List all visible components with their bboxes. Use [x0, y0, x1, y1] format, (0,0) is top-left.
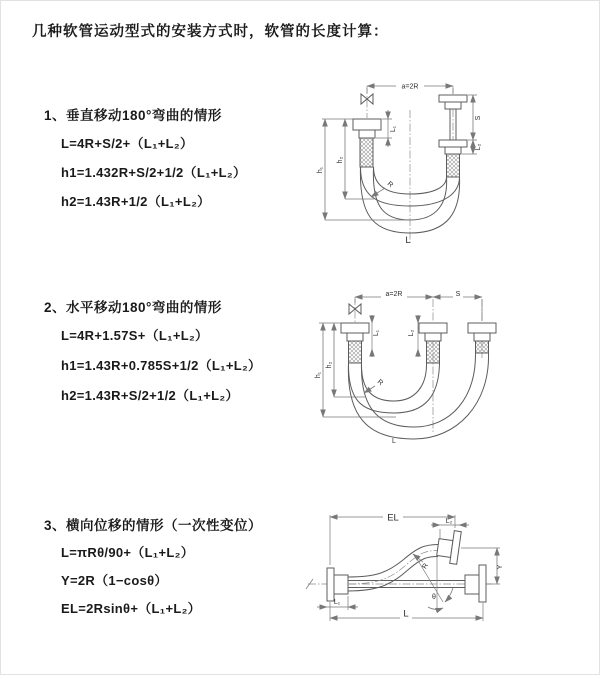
- dim-label-theta: θ: [432, 594, 436, 601]
- right-flange-original: [465, 565, 486, 602]
- dim-label-l: L: [403, 608, 409, 620]
- formula-line: h1=1.432R+S/2+1/2（L₁+L₂）: [61, 165, 247, 180]
- dim-label-s: S: [475, 115, 482, 121]
- braided-hose-section: [476, 341, 489, 353]
- braided-hose-section: [447, 154, 460, 177]
- dim-label-r: R: [375, 378, 385, 388]
- fixed-pipe-fitting: [353, 119, 381, 167]
- dim-label-el: EL: [387, 512, 399, 524]
- formula-line: h2=1.43R+S/2+1/2（L₁+L₂）: [61, 388, 239, 403]
- dim-label-l1: L₁: [373, 329, 380, 337]
- left-flange: [327, 568, 348, 601]
- diagram-lateral-displacement: [303, 503, 600, 638]
- formula-line: Y=2R（1−cosθ）: [61, 573, 168, 588]
- formula-line: h1=1.43R+0.785S+1/2（L₁+L₂）: [61, 358, 262, 373]
- dim-label-l: L: [405, 235, 411, 246]
- dim-label-h1: h₁: [317, 166, 324, 174]
- formula-line: L=πRθ/90+（L₁+L₂）: [61, 545, 194, 560]
- dim-label-l2: L₂: [408, 329, 415, 337]
- moving-pipe-position-1: [419, 323, 447, 363]
- dim-label-r: R: [385, 180, 395, 190]
- dimension-lines: [317, 512, 500, 621]
- dim-label-y: Y: [497, 564, 504, 570]
- fixed-pipe-fitting: [341, 323, 369, 363]
- braided-hose-section: [349, 341, 362, 363]
- diagram-horizontal-180-bend: [308, 283, 600, 448]
- page-title: 几种软管运动型式的安装方式时，软管的长度计算：: [32, 24, 389, 40]
- dim-label-l1: L₁: [390, 125, 397, 133]
- section-2-heading: 2、水平移动180°弯曲的情形: [44, 300, 222, 315]
- dim-label-r: R: [421, 562, 430, 571]
- formula-line: h2=1.43R+1/2（L₁+L₂）: [61, 194, 211, 209]
- formula-line: EL=2Rsinθ+（L₁+L₂）: [61, 601, 201, 616]
- section-1-heading: 1、垂直移动180°弯曲的情形: [44, 108, 222, 123]
- dim-label-s: S: [455, 291, 461, 298]
- dim-label-h2: h₂: [326, 361, 333, 369]
- braided-hose-section: [427, 341, 440, 363]
- dim-label-l2: L₂: [445, 518, 453, 525]
- hose-curves: [348, 353, 488, 439]
- formula-line: L=4R+1.57S+（L₁+L₂）: [61, 328, 209, 343]
- dim-label-l: L: [392, 438, 396, 445]
- moving-pipe-position-2: [468, 323, 496, 353]
- formula-line: L=4R+S/2+（L₁+L₂）: [61, 136, 194, 151]
- dim-label-a2r: a=2R: [401, 83, 419, 91]
- diagram-vertical-180-bend: [312, 72, 590, 260]
- dim-label-l2: L₂: [475, 143, 482, 151]
- dim-label-a2r: a=2R: [385, 291, 403, 298]
- dim-label-h1: h₁: [315, 371, 322, 379]
- section-3-heading: 3、横向位移的情形（一次性变位）: [44, 518, 263, 533]
- braided-hose-section: [360, 138, 373, 167]
- dim-label-h2: h₂: [337, 156, 344, 164]
- dimension-lines: [319, 297, 482, 417]
- dim-label-l1: L₁: [333, 599, 341, 606]
